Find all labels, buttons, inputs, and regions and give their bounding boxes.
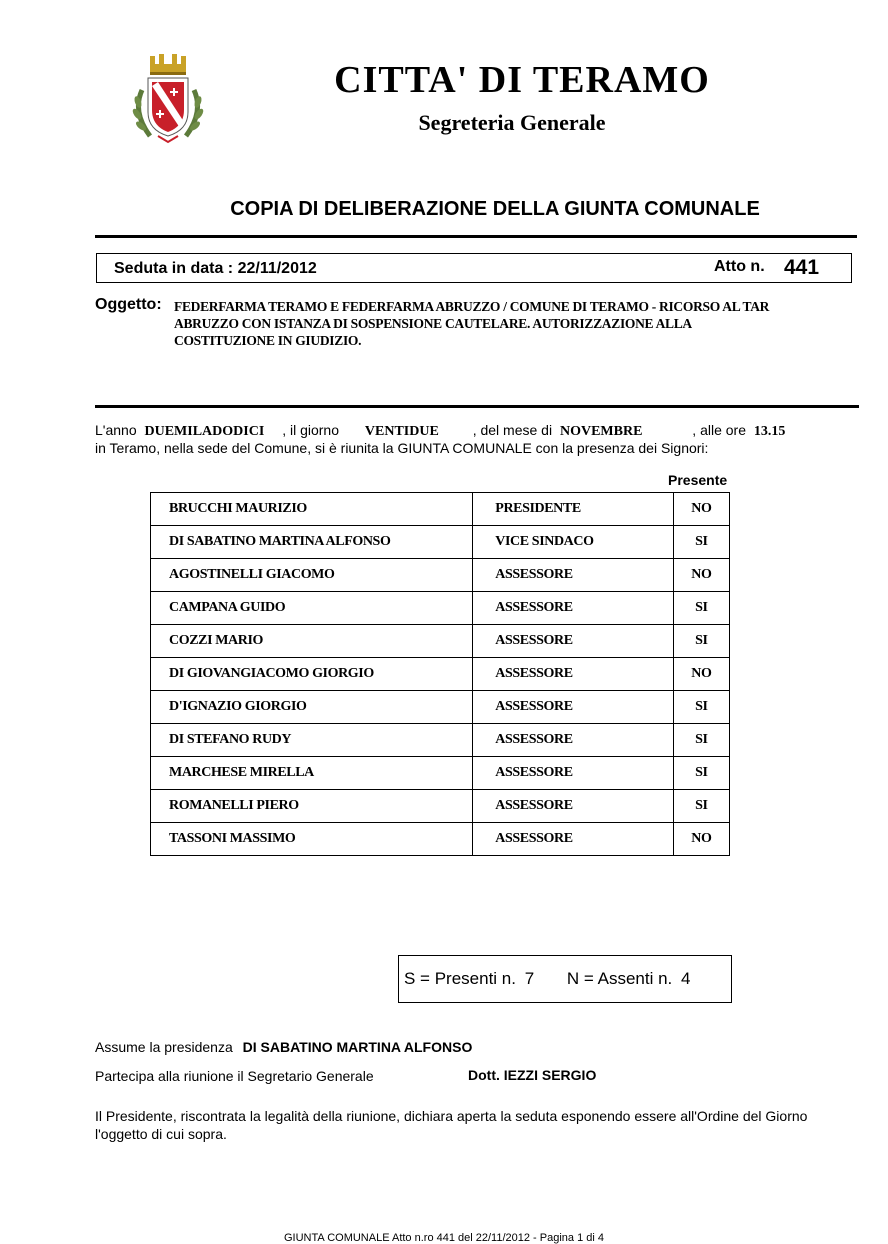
member-name: D'IGNAZIO GIORGIO: [151, 691, 473, 724]
member-name: DI GIOVANGIACOMO GIORGIO: [151, 658, 473, 691]
member-row: [151, 658, 730, 691]
heading-rule: [95, 235, 857, 238]
member-row: [151, 790, 730, 823]
member-role: VICE SINDACO: [473, 526, 673, 559]
member-present: SI: [673, 790, 729, 823]
city-title: CITTA' DI TERAMO: [334, 59, 710, 101]
ore-prefix: , alle ore: [692, 422, 746, 438]
assenti-count: 4: [681, 969, 691, 988]
intro-line2: in Teramo, nella sede del Comune, si è riunita la GIUNTA COMUNALE con la presenza dei Signori:: [95, 440, 709, 456]
page-footer: GIUNTA COMUNALE Atto n.ro 441 del 22/11/2012 - Pagina 1 di 4: [284, 1232, 604, 1244]
member-present: SI: [673, 625, 729, 658]
member-role: ASSESSORE: [473, 559, 673, 592]
mese-value: NOVEMBRE: [559, 424, 643, 439]
giorno-prefix: , il giorno: [282, 422, 339, 438]
members-table: [150, 492, 730, 856]
member-role: ASSESSORE: [473, 823, 673, 856]
atto-label: Atto n.: [714, 258, 765, 275]
member-row: [151, 559, 730, 592]
member-present: SI: [673, 724, 729, 757]
member-present: NO: [673, 823, 729, 856]
member-role: ASSESSORE: [473, 790, 673, 823]
member-present: NO: [673, 658, 729, 691]
member-row: [151, 592, 730, 625]
member-name: DI SABATINO MARTINA ALFONSO: [151, 526, 473, 559]
office-subtitle: Segreteria Generale: [418, 110, 606, 135]
member-row: [151, 493, 730, 526]
seduta-date: Seduta in data : 22/11/2012: [114, 260, 317, 277]
member-role: ASSESSORE: [473, 691, 673, 724]
member-row: [151, 823, 730, 856]
secretary-label: Partecipa alla riunione il Segretario Generale: [95, 1068, 374, 1084]
member-role: PRESIDENTE: [473, 493, 673, 526]
member-name: MARCHESE MIRELLA: [151, 757, 473, 790]
member-row: [151, 625, 730, 658]
member-row: [151, 757, 730, 790]
member-name: CAMPANA GUIDO: [151, 592, 473, 625]
member-role: ASSESSORE: [473, 625, 673, 658]
member-row: [151, 526, 730, 559]
mese-prefix: , del mese di: [472, 422, 553, 438]
closing-paragraph: Il Presidente, riscontrata la legalità della riunione, dichiara aperta la seduta esponendo essere all'Ordine del Giorno l'oggetto di cui sopra.: [95, 1108, 808, 1142]
document-heading: COPIA DI DELIBERAZIONE DELLA GIUNTA COMUNALE: [230, 198, 760, 220]
member-role: ASSESSORE: [473, 592, 673, 625]
member-name: AGOSTINELLI GIACOMO: [151, 559, 473, 592]
anno-value: DUEMILADODICI: [144, 424, 265, 439]
atto-number: 441: [784, 256, 820, 279]
member-name: TASSONI MASSIMO: [151, 823, 473, 856]
presenti-count: 7: [524, 969, 535, 988]
city-crest-logo: [128, 50, 208, 146]
secretary-name: Dott. IEZZI SERGIO: [468, 1067, 597, 1083]
section-rule: [95, 405, 859, 408]
presidency-name: DI SABATINO MARTINA ALFONSO: [242, 1039, 473, 1055]
member-name: DI STEFANO RUDY: [151, 724, 473, 757]
assenti-label: N = Assenti n.: [566, 969, 673, 988]
attendance-summary: [404, 969, 691, 989]
presidency-line: [95, 1039, 472, 1055]
member-present: SI: [673, 526, 729, 559]
member-role: ASSESSORE: [473, 724, 673, 757]
member-row: [151, 691, 730, 724]
member-role: ASSESSORE: [473, 658, 673, 691]
member-name: COZZI MARIO: [151, 625, 473, 658]
member-present: SI: [673, 592, 729, 625]
anno-prefix: L'anno: [95, 422, 137, 438]
ore-value: 13.15: [753, 424, 786, 439]
oggetto-label: Oggetto:: [95, 296, 162, 313]
oggetto-text: FEDERFARMA TERAMO E FEDERFARMA ABRUZZO / COMUNE DI TERAMO - RICORSO AL TAR ABRUZZO CON ISTANZA DI SOSPENSIONE CAUTELARE. AUTORIZZAZIONE ALLA COSTITUZIONE IN GIUDIZIO.: [174, 299, 770, 348]
member-present: SI: [673, 757, 729, 790]
session-intro: [95, 422, 855, 457]
member-name: BRUCCHI MAURIZIO: [151, 493, 473, 526]
giorno-value: VENTIDUE: [364, 424, 439, 439]
presidency-label: Assume la presidenza: [95, 1039, 233, 1055]
member-present: NO: [673, 559, 729, 592]
member-role: ASSESSORE: [473, 757, 673, 790]
member-present: SI: [673, 691, 729, 724]
member-present: NO: [673, 493, 729, 526]
presenti-label: S = Presenti n.: [404, 969, 516, 988]
member-row: [151, 724, 730, 757]
presente-header: Presente: [668, 472, 728, 488]
member-name: ROMANELLI PIERO: [151, 790, 473, 823]
